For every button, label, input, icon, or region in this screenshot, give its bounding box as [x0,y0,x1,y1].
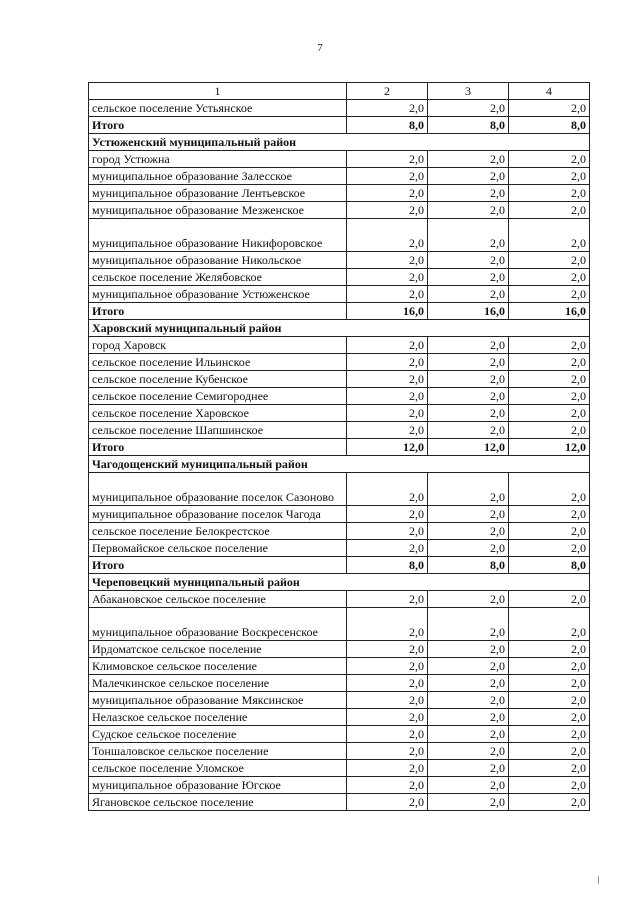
value-cell-col-3: 2,0 [428,405,509,422]
value-cell-col-2: 2,0 [347,185,428,202]
settlement-name: город Устюжна [89,151,347,168]
value-cell-col-3: 2,0 [428,540,509,557]
header-row [89,83,590,100]
table-row [89,405,590,422]
table-row [89,760,590,777]
value-cell-col-2: 2,0 [347,286,428,303]
value-cell-col-4: 2,0 [509,641,590,658]
value-cell-col-3: 2,0 [428,422,509,439]
value-cell-col-2: 16,0 [347,303,428,320]
table-row [89,692,590,709]
settlement-name: сельское поселение Устьянское [89,100,347,117]
district-name: Череповецкий муниципальный район [89,574,590,591]
table-row [89,354,590,371]
table-row [89,473,590,506]
value-cell-col-3: 2,0 [428,371,509,388]
table-row [89,608,590,641]
table-body [89,100,590,811]
value-cell-col-4: 2,0 [509,743,590,760]
value-cell-col-4: 2,0 [509,473,590,506]
value-cell-col-3: 2,0 [428,185,509,202]
value-cell-col-3: 2,0 [428,777,509,794]
value-cell-col-2: 2,0 [347,100,428,117]
table-row [89,100,590,117]
value-cell-col-3: 12,0 [428,439,509,456]
settlement-name: муниципальное образование Устюженское [89,286,347,303]
value-cell-col-4: 2,0 [509,185,590,202]
value-cell-col-2: 2,0 [347,405,428,422]
value-cell-col-2: 2,0 [347,709,428,726]
value-cell-col-3: 2,0 [428,523,509,540]
settlement-name: Судское сельское поселение [89,726,347,743]
value-cell-col-2: 2,0 [347,202,428,219]
table-row [89,151,590,168]
value-cell-col-4: 2,0 [509,337,590,354]
value-cell-col-3: 2,0 [428,743,509,760]
value-cell-col-3: 8,0 [428,117,509,134]
value-cell-col-2: 12,0 [347,439,428,456]
settlement-name: сельское поселение Желябовское [89,269,347,286]
table-row [89,675,590,692]
settlement-name: муниципальное образование поселок Чагода [89,506,347,523]
page-number: 7 [317,42,323,54]
value-cell-col-4: 8,0 [509,117,590,134]
value-cell-col-3: 2,0 [428,354,509,371]
table-row [89,371,590,388]
value-cell-col-3: 2,0 [428,760,509,777]
value-cell-col-3: 2,0 [428,506,509,523]
value-cell-col-4: 2,0 [509,658,590,675]
value-cell-col-2: 2,0 [347,422,428,439]
value-cell-col-3: 2,0 [428,692,509,709]
settlement-name: Нелазское сельское поселение [89,709,347,726]
table-row [89,286,590,303]
value-cell-col-4: 12,0 [509,439,590,456]
value-cell-col-2: 2,0 [347,269,428,286]
value-cell-col-3: 2,0 [428,473,509,506]
value-cell-col-2: 2,0 [347,608,428,641]
value-cell-col-2: 2,0 [347,540,428,557]
settlement-name: Ирдоматское сельское поселение [89,641,347,658]
value-cell-col-4: 2,0 [509,151,590,168]
value-cell-col-4: 8,0 [509,557,590,574]
value-cell-col-2: 2,0 [347,473,428,506]
value-cell-col-3: 2,0 [428,709,509,726]
header-col-4: 4 [509,83,590,100]
value-cell-col-3: 2,0 [428,337,509,354]
settlement-name: муниципальное образование Воскресенское [89,608,347,641]
value-cell-col-3: 2,0 [428,794,509,811]
header-col-1: 1 [89,83,347,100]
header-col-3: 3 [428,83,509,100]
value-cell-col-4: 2,0 [509,202,590,219]
value-cell-col-3: 2,0 [428,726,509,743]
table-row [89,641,590,658]
value-cell-col-2: 2,0 [347,506,428,523]
allocation-table [88,82,590,811]
district-name: Устюженский муниципальный район [89,134,590,151]
table-row [89,794,590,811]
value-cell-col-3: 2,0 [428,658,509,675]
settlement-name: сельское поселение Уломское [89,760,347,777]
settlement-name: Тоншаловское сельское поселение [89,743,347,760]
total-row [89,303,590,320]
value-cell-col-2: 8,0 [347,117,428,134]
table-row [89,422,590,439]
table-header [89,83,590,100]
district-header-row [89,320,590,337]
table-row [89,777,590,794]
table-row [89,709,590,726]
value-cell-col-4: 2,0 [509,523,590,540]
value-cell-col-2: 2,0 [347,371,428,388]
value-cell-col-3: 2,0 [428,151,509,168]
value-cell-col-4: 2,0 [509,608,590,641]
value-cell-col-4: 2,0 [509,422,590,439]
settlement-name: муниципальное образование Никольское [89,252,347,269]
value-cell-col-4: 2,0 [509,269,590,286]
margin-mark [598,876,599,884]
settlement-name: муниципальное образование Югское [89,777,347,794]
value-cell-col-3: 2,0 [428,591,509,608]
value-cell-col-3: 2,0 [428,641,509,658]
table-row [89,591,590,608]
value-cell-col-2: 2,0 [347,354,428,371]
settlement-name: сельское поселение Кубенское [89,371,347,388]
value-cell-col-2: 2,0 [347,252,428,269]
value-cell-col-4: 2,0 [509,371,590,388]
value-cell-col-3: 2,0 [428,202,509,219]
value-cell-col-4: 2,0 [509,540,590,557]
settlement-name: сельское поселение Харовское [89,405,347,422]
total-row [89,557,590,574]
table-row [89,540,590,557]
district-header-row [89,134,590,151]
value-cell-col-4: 2,0 [509,100,590,117]
settlement-name: муниципальное образование поселок Сазоново [89,473,347,506]
total-label: Итого [89,117,347,134]
value-cell-col-4: 2,0 [509,286,590,303]
value-cell-col-2: 2,0 [347,777,428,794]
table-row [89,337,590,354]
total-label: Итого [89,303,347,320]
value-cell-col-4: 2,0 [509,692,590,709]
value-cell-col-4: 2,0 [509,168,590,185]
table-row [89,523,590,540]
value-cell-col-2: 2,0 [347,388,428,405]
settlement-name: Первомайское сельское поселение [89,540,347,557]
value-cell-col-2: 2,0 [347,760,428,777]
total-label: Итого [89,557,347,574]
value-cell-col-2: 2,0 [347,794,428,811]
table-row [89,168,590,185]
value-cell-col-4: 2,0 [509,794,590,811]
table-row [89,219,590,252]
settlement-name: сельское поселение Белокрестское [89,523,347,540]
settlement-name: Абакановское сельское поселение [89,591,347,608]
value-cell-col-2: 2,0 [347,743,428,760]
value-cell-col-4: 2,0 [509,506,590,523]
table-row [89,743,590,760]
table-row [89,185,590,202]
value-cell-col-3: 2,0 [428,286,509,303]
value-cell-col-2: 2,0 [347,692,428,709]
value-cell-col-4: 16,0 [509,303,590,320]
value-cell-col-3: 16,0 [428,303,509,320]
value-cell-col-3: 2,0 [428,168,509,185]
value-cell-col-3: 2,0 [428,608,509,641]
district-header-row [89,574,590,591]
value-cell-col-2: 8,0 [347,557,428,574]
settlement-name: Малечкинское сельское поселение [89,675,347,692]
district-header-row [89,456,590,473]
value-cell-col-2: 2,0 [347,151,428,168]
table-row [89,506,590,523]
settlement-name: муниципальное образование Никифоровское [89,219,347,252]
table-row [89,269,590,286]
value-cell-col-4: 2,0 [509,388,590,405]
value-cell-col-2: 2,0 [347,219,428,252]
value-cell-col-4: 2,0 [509,777,590,794]
settlement-name: сельское поселение Шапшинское [89,422,347,439]
value-cell-col-4: 2,0 [509,405,590,422]
value-cell-col-3: 2,0 [428,269,509,286]
value-cell-col-2: 2,0 [347,658,428,675]
value-cell-col-3: 2,0 [428,675,509,692]
table-row [89,388,590,405]
table-row [89,726,590,743]
table-row [89,202,590,219]
settlement-name: сельское поселение Ильинское [89,354,347,371]
value-cell-col-2: 2,0 [347,726,428,743]
value-cell-col-4: 2,0 [509,709,590,726]
settlement-name: муниципальное образование Мяксинское [89,692,347,709]
value-cell-col-4: 2,0 [509,726,590,743]
value-cell-col-4: 2,0 [509,219,590,252]
settlement-name: муниципальное образование Залесское [89,168,347,185]
value-cell-col-2: 2,0 [347,168,428,185]
value-cell-col-4: 2,0 [509,591,590,608]
settlement-name: муниципальное образование Мезженское [89,202,347,219]
value-cell-col-3: 2,0 [428,252,509,269]
value-cell-col-4: 2,0 [509,252,590,269]
total-row [89,439,590,456]
value-cell-col-4: 2,0 [509,760,590,777]
settlement-name: город Харовск [89,337,347,354]
district-name: Чагодощенский муниципальный район [89,456,590,473]
table-row [89,658,590,675]
value-cell-col-3: 2,0 [428,219,509,252]
district-name: Харовский муниципальный район [89,320,590,337]
value-cell-col-2: 2,0 [347,523,428,540]
total-row [89,117,590,134]
value-cell-col-3: 8,0 [428,557,509,574]
value-cell-col-2: 2,0 [347,337,428,354]
value-cell-col-4: 2,0 [509,675,590,692]
settlement-name: Ягановское сельское поселение [89,794,347,811]
value-cell-col-2: 2,0 [347,641,428,658]
value-cell-col-4: 2,0 [509,354,590,371]
value-cell-col-2: 2,0 [347,675,428,692]
total-label: Итого [89,439,347,456]
settlement-name: муниципальное образование Лентьевское [89,185,347,202]
settlement-name: сельское поселение Семигороднее [89,388,347,405]
value-cell-col-3: 2,0 [428,100,509,117]
value-cell-col-3: 2,0 [428,388,509,405]
header-col-2: 2 [347,83,428,100]
value-cell-col-2: 2,0 [347,591,428,608]
table-row [89,252,590,269]
settlement-name: Климовское сельское поселение [89,658,347,675]
